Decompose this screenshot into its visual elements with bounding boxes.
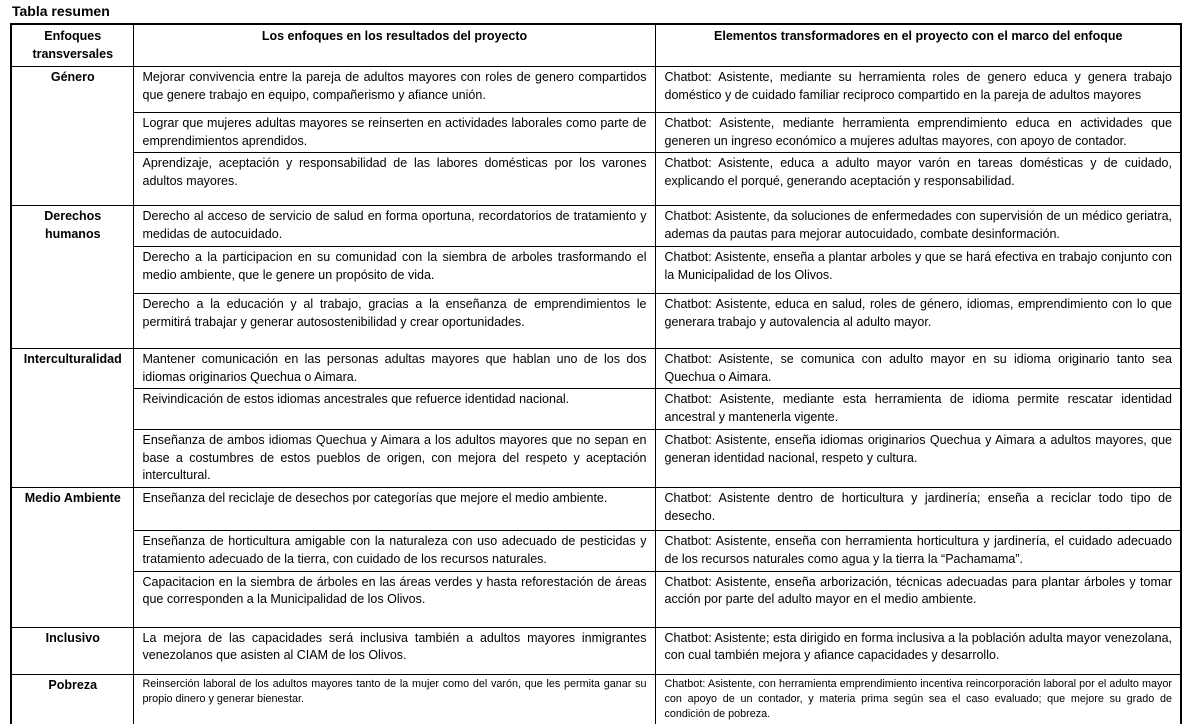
transformer-cell: Chatbot: Asistente, enseña con herramienta horticultura y jardinería, el cuidado adecuado de los recursos naturales como agua y la tierra la “Pachamama”. [655, 531, 1181, 572]
category-genero: Género [11, 66, 133, 206]
table-row [11, 674, 1181, 724]
transformer-cell: Chatbot: Asistente, mediante su herramienta roles de genero educa y genera trabajo doméstico y de cuidado familiar reciproco compartido en la pareja de adultos mayores [655, 66, 1181, 112]
header-enfoques-resultados: Los enfoques en los resultados del proyecto [133, 24, 655, 66]
table-row [11, 429, 1181, 487]
result-cell: Enseñanza de horticultura amigable con la naturaleza con uso adecuado de pesticidas y tratamiento adecuado de la tierra, con cuidado de los recursos naturales. [133, 531, 655, 572]
transformer-cell: Chatbot: Asistente dentro de horticultura y jardinería; enseña a reciclar todo tipo de desecho. [655, 488, 1181, 531]
category-inclusivo: Inclusivo [11, 627, 133, 674]
result-cell: Enseñanza del reciclaje de desechos por categorías que mejore el medio ambiente. [133, 488, 655, 531]
result-cell: La mejora de las capacidades será inclusiva también a adultos mayores inmigrantes venezolanos que asisten al CIAM de los Olivos. [133, 627, 655, 674]
transformer-cell: Chatbot: Asistente, da soluciones de enfermedades con supervisión de un médico geriatra, ademas da pautas para mejorar autocuidado, combate desinformación. [655, 206, 1181, 247]
category-derechos-humanos: Derechos humanos [11, 206, 133, 349]
transformer-cell: Chatbot: Asistente; esta dirigido en forma inclusiva a la población adulta mayor venezolana, con cual también mejora y afiance capacidades y desarrollo. [655, 627, 1181, 674]
table-row [11, 293, 1181, 348]
transformer-cell: Chatbot: Asistente, mediante esta herramienta de idioma permite rescatar identidad ancestral y mantenerla vigente. [655, 389, 1181, 430]
table-row [11, 571, 1181, 627]
result-cell: Derecho a la educación y al trabajo, gracias a la enseñanza de emprendimientos le permitirá trabajar y generar autosostenibilidad y crear oportunidades. [133, 293, 655, 348]
result-cell: Aprendizaje, aceptación y responsabilidad de las labores domésticas por los varones adultos mayores. [133, 153, 655, 206]
transformer-cell: Chatbot: Asistente, mediante herramienta emprendimiento educa en actividades que generen un ingreso económico a mujeres adultas mayores, con apoyo de contador. [655, 112, 1181, 153]
header-enfoques-transversales: Enfoques transversales [11, 24, 133, 66]
table-row [11, 348, 1181, 389]
transformer-cell: Chatbot: Asistente, enseña a plantar arboles y que se hará efectiva en trabajo conjunto con la Municipalidad de los Olivos. [655, 246, 1181, 293]
result-cell: Derecho a la participacion en su comunidad con la siembra de arboles trasformando el medio ambiente, que le genere un propósito de vida. [133, 246, 655, 293]
table-row [11, 389, 1181, 430]
category-medio-ambiente: Medio Ambiente [11, 488, 133, 628]
result-cell: Mantener comunicación en las personas adultas mayores que hablan uno de los dos idiomas originarios Quechua o Aimara. [133, 348, 655, 389]
result-cell: Reinserción laboral de los adultos mayores tanto de la mujer como del varón, que les permita ganar su propio dinero y generar bienestar. [133, 674, 655, 724]
header-row [11, 24, 1181, 66]
table-row [11, 112, 1181, 153]
transformer-cell: Chatbot: Asistente, se comunica con adulto mayor en su idioma originario tanto sea Quechua o Aimara. [655, 348, 1181, 389]
table-row [11, 206, 1181, 247]
header-elementos-transformadores: Elementos transformadores en el proyecto con el marco del enfoque [655, 24, 1181, 66]
category-interculturalidad: Interculturalidad [11, 348, 133, 487]
transformer-cell: Chatbot: Asistente, educa en salud, roles de género, idiomas, emprendimiento con lo que generara trabajo y autovalencia al adulto mayor. [655, 293, 1181, 348]
result-cell: Derecho al acceso de servicio de salud en forma oportuna, recordatorios de tratamiento y medidas de autocuidado. [133, 206, 655, 247]
transformer-cell: Chatbot: Asistente, enseña idiomas originarios Quechua y Aimara a adultos mayores, que generan identidad nacional, respeto y cultura. [655, 429, 1181, 487]
result-cell: Lograr que mujeres adultas mayores se reinserten en actividades laborales como parte de emprendimientos aprendidos. [133, 112, 655, 153]
transformer-cell: Chatbot: Asistente, enseña arborización, técnicas adecuadas para plantar árboles y tomar acción por parte del adulto mayor en el medio ambiente. [655, 571, 1181, 627]
transformer-cell: Chatbot: Asistente, educa a adulto mayor varón en tareas domésticas y de cuidado, explicando el porqué, generando aceptación y responsabilidad. [655, 153, 1181, 206]
category-pobreza: Pobreza [11, 674, 133, 724]
table-row [11, 66, 1181, 112]
page-title: Tabla resumen [12, 3, 110, 19]
table-row [11, 488, 1181, 531]
table-row [11, 531, 1181, 572]
transformer-cell: Chatbot: Asistente, con herramienta emprendimiento incentiva reincorporación laboral por el adulto mayor con apoyo de un contador, y materia prima según sea el caso evaluado; que mejore su grado de condición de pobreza. [655, 674, 1181, 724]
result-cell: Enseñanza de ambos idiomas Quechua y Aimara a los adultos mayores que no sepan en base a costumbres de estos pueblos de origen, con mejora del respeto y aceptación intercultural. [133, 429, 655, 487]
table-row [11, 153, 1181, 206]
result-cell: Mejorar convivencia entre la pareja de adultos mayores con roles de genero compartidos que genere trabajo en equipo, compañerismo y afiance unión. [133, 66, 655, 112]
table-row [11, 246, 1181, 293]
summary-table [10, 23, 1182, 724]
result-cell: Reivindicación de estos idiomas ancestrales que refuerce identidad nacional. [133, 389, 655, 430]
result-cell: Capacitacion en la siembra de árboles en las áreas verdes y hasta reforestación de áreas que corresponden a la Municipalidad de los Olivos. [133, 571, 655, 627]
table-row [11, 627, 1181, 674]
